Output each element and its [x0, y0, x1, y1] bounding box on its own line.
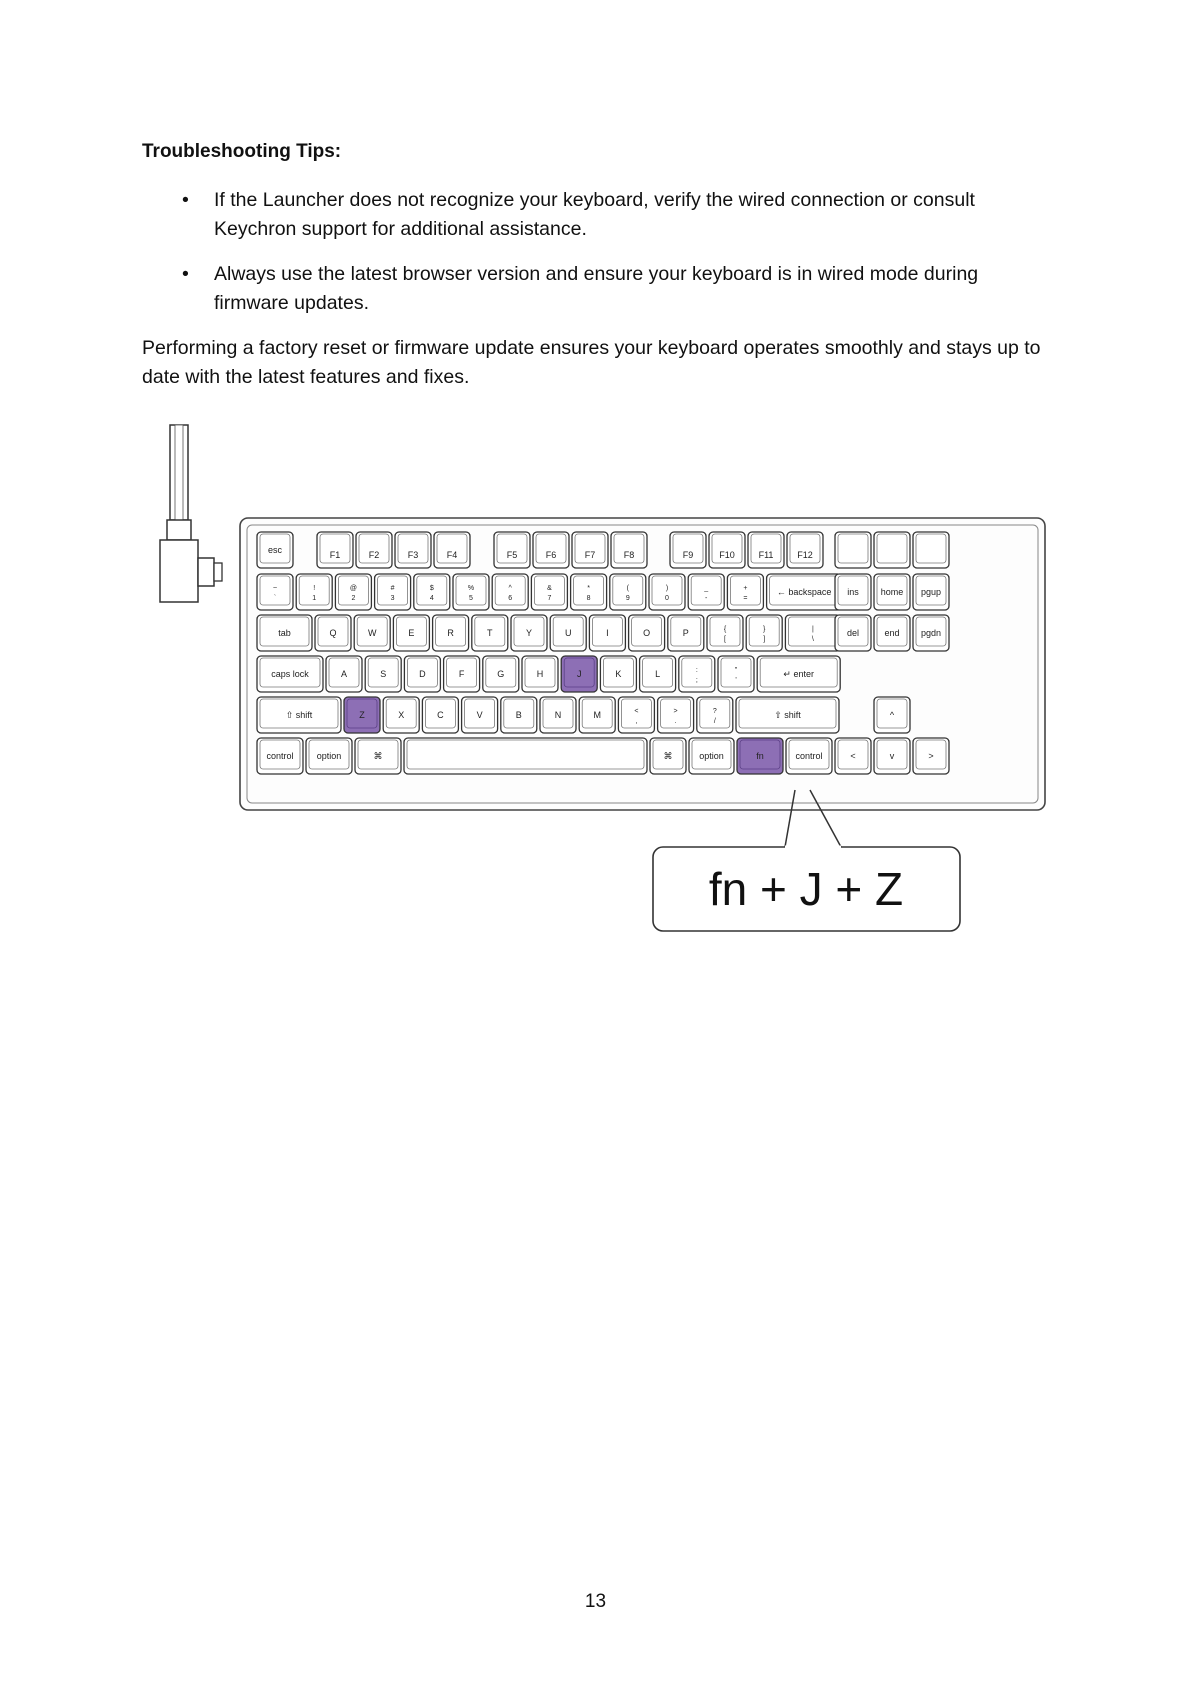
key-legend: esc — [267, 545, 283, 555]
key-num — [453, 574, 489, 610]
usb-cable-icon — [160, 425, 222, 602]
key-legend: F2 — [368, 550, 380, 560]
key-legend: F1 — [329, 550, 341, 560]
key-arrow — [874, 738, 910, 774]
key-legend: fn — [756, 751, 764, 761]
key-legend: F11 — [758, 550, 774, 560]
key-legend-top: " — [734, 667, 738, 674]
key-legend: I — [606, 628, 609, 638]
key-y — [511, 615, 547, 651]
key-home — [874, 574, 910, 610]
callout-text: fn + J + Z — [708, 863, 904, 915]
key-legend-top: + — [743, 585, 748, 592]
key-legend: 3 — [390, 595, 395, 602]
key-punct — [658, 697, 694, 733]
key-backspace — [767, 574, 842, 610]
key-legend-top: $ — [429, 585, 434, 592]
key-j — [561, 656, 597, 692]
key-legend: C — [437, 710, 444, 720]
key-f6 — [533, 532, 569, 568]
key-legend: . — [674, 718, 677, 725]
key-num — [375, 574, 411, 610]
key-legend: R — [447, 628, 454, 638]
key-pgdn — [913, 615, 949, 651]
key-num — [296, 574, 332, 610]
key-legend: , — [635, 718, 638, 725]
key-legend: ← backspace — [776, 587, 832, 597]
key-legend: J — [576, 669, 582, 679]
key-legend: H — [536, 669, 544, 679]
key-right-control — [786, 738, 832, 774]
key-legend: option — [699, 751, 724, 761]
key-f2 — [356, 532, 392, 568]
key-num — [531, 574, 567, 610]
key-legend: tab — [278, 628, 291, 638]
key-legend: B — [515, 710, 522, 720]
key-f8 — [611, 532, 647, 568]
key-left-control — [257, 738, 303, 774]
key-legend: > — [928, 751, 934, 761]
key-right-shift — [736, 697, 839, 733]
key-legend: ins — [847, 587, 859, 597]
key-extra — [874, 532, 910, 568]
key-legend-top: _ — [704, 585, 709, 592]
keyboard-illustration — [155, 420, 1055, 940]
key-legend: \ — [811, 636, 814, 643]
tip-text: If the Launcher does not recognize your keyboard, verify the wired connection or consult Keychron support for additional assistance. — [214, 189, 975, 240]
key-num — [414, 574, 450, 610]
key-legend: V — [476, 710, 483, 720]
key-legend: end — [884, 628, 900, 638]
key-legend: ↵ enter — [783, 669, 814, 679]
key-d — [404, 656, 440, 692]
key-legend: N — [554, 710, 562, 720]
key-legend-top: @ — [349, 585, 357, 592]
key-pgup — [913, 574, 949, 610]
key-legend: v — [889, 751, 895, 761]
key-legend: F9 — [682, 550, 694, 560]
key-i — [589, 615, 625, 651]
key-caps-lock — [257, 656, 323, 692]
key-legend: ' — [735, 677, 737, 684]
key-legend-top: ~ — [272, 585, 278, 592]
key-space — [404, 738, 647, 774]
key-q — [315, 615, 351, 651]
key-arrow — [913, 738, 949, 774]
key-punct — [618, 697, 654, 733]
key-a — [326, 656, 362, 692]
key-legend: control — [266, 751, 294, 761]
key-legend: 9 — [625, 595, 630, 602]
key-arrow — [835, 738, 871, 774]
key-right-cmd — [650, 738, 686, 774]
key-k — [600, 656, 636, 692]
key-legend: F — [458, 669, 465, 679]
key-m — [579, 697, 615, 733]
key-legend-top: ? — [712, 708, 717, 715]
key-right-option — [689, 738, 734, 774]
key-legend: ] — [763, 636, 766, 643]
key-legend-top: ! — [313, 585, 316, 592]
key-g — [483, 656, 519, 692]
key-legend: L — [655, 669, 661, 679]
key-h — [522, 656, 558, 692]
key-w — [354, 615, 390, 651]
key-b — [501, 697, 537, 733]
key-o — [629, 615, 665, 651]
keyboard-figure — [155, 420, 1055, 945]
key-legend: F3 — [407, 550, 419, 560]
key-p — [668, 615, 704, 651]
key-fn — [737, 738, 783, 774]
key-legend: 6 — [508, 595, 513, 602]
key-c — [422, 697, 458, 733]
key-num — [492, 574, 528, 610]
key-num — [571, 574, 607, 610]
key-legend: M — [593, 710, 601, 720]
key-legend: K — [615, 669, 622, 679]
key-legend: pgup — [920, 587, 942, 597]
key-legend: 4 — [429, 595, 434, 602]
key-punct — [718, 656, 754, 692]
key-legend: ⌘ — [663, 751, 673, 761]
key-legend: 2 — [351, 595, 356, 602]
key-legend: = — [743, 595, 748, 602]
key-legend: F6 — [545, 550, 557, 560]
list-item — [142, 260, 1042, 318]
tips-list — [142, 186, 1042, 334]
key-legend: home — [880, 587, 904, 597]
key-t — [472, 615, 508, 651]
key-s — [365, 656, 401, 692]
key-x — [383, 697, 419, 733]
key-legend: F8 — [623, 550, 635, 560]
key-legend-top: { — [723, 626, 727, 633]
key-legend: caps lock — [271, 669, 309, 679]
key-extra — [835, 532, 871, 568]
key-legend: Q — [329, 628, 337, 638]
key-f7 — [572, 532, 608, 568]
key-legend: U — [564, 628, 572, 638]
key-legend-top: ( — [626, 585, 629, 592]
key-u — [550, 615, 586, 651]
key-legend: ⇧ shift — [774, 710, 801, 720]
key-legend: 8 — [586, 595, 591, 602]
key-legend: ; — [695, 677, 698, 684]
key-legend: Z — [359, 710, 365, 720]
key-e — [393, 615, 429, 651]
key-legend: ⇧ shift — [285, 710, 313, 720]
key-ins — [835, 574, 871, 610]
key-legend-top: % — [467, 585, 475, 592]
key-legend: F7 — [584, 550, 596, 560]
key-end — [874, 615, 910, 651]
key-left-cmd — [355, 738, 401, 774]
key-legend: 5 — [469, 595, 473, 602]
key-legend: ` — [273, 595, 277, 602]
key-bracket — [707, 615, 743, 651]
key-legend: pgdn — [920, 628, 942, 638]
key-legend: F12 — [797, 550, 813, 560]
key-legend: 7 — [547, 595, 552, 602]
tip-text: Always use the latest browser version and ensure your keyboard is in wired mode during firmware updates. — [214, 263, 979, 314]
key-r — [433, 615, 469, 651]
page-number: 13 — [584, 1591, 607, 1612]
key-legend: control — [795, 751, 823, 761]
key-legend: D — [419, 669, 426, 679]
key-num — [688, 574, 724, 610]
list-item — [142, 186, 1042, 244]
key-legend: < — [850, 751, 856, 761]
key-l — [640, 656, 676, 692]
key-legend: 0 — [665, 595, 669, 602]
key-legend: S — [380, 669, 387, 679]
key-legend: - — [705, 595, 708, 602]
key-legend-top: : — [695, 667, 698, 674]
key-legend: F5 — [506, 550, 518, 560]
key-f11 — [748, 532, 784, 568]
key-f — [444, 656, 480, 692]
key-legend: ^ — [889, 710, 895, 720]
key-legend-top: ^ — [508, 585, 512, 592]
key-left-shift — [257, 697, 341, 733]
key-extra — [913, 532, 949, 568]
key-z — [344, 697, 380, 733]
key-legend-top: > — [673, 708, 678, 715]
key-legend: W — [367, 628, 377, 638]
key-f9 — [670, 532, 706, 568]
key-legend: P — [682, 628, 689, 638]
key-bracket — [785, 615, 840, 651]
key-legend-top: # — [390, 585, 395, 592]
key-legend: del — [846, 628, 860, 638]
key-esc — [257, 532, 293, 568]
section-heading: Troubleshooting Tips: — [142, 141, 342, 162]
summary-paragraph: Performing a factory reset or firmware update ensures your keyboard operates smoothly and stays up to date with the latest features and fixes. — [142, 337, 1041, 388]
key-legend-top: * — [587, 585, 590, 592]
key-legend: G — [497, 669, 505, 679]
bullet-icon: • — [182, 263, 189, 285]
key-f5 — [494, 532, 530, 568]
key-num — [649, 574, 685, 610]
key-combo-callout — [653, 790, 960, 931]
key-legend-top: < — [634, 708, 639, 715]
key-f4 — [434, 532, 470, 568]
key-legend-top: & — [547, 585, 552, 592]
key-legend: ⌘ — [373, 751, 383, 761]
key-legend: Y — [525, 628, 533, 638]
key-legend-top: } — [763, 626, 766, 633]
key-v — [462, 697, 498, 733]
key-tab — [257, 615, 312, 651]
key-n — [540, 697, 576, 733]
key-legend: F4 — [446, 550, 458, 560]
key-legend-top: | — [811, 626, 814, 633]
key-num — [257, 574, 293, 610]
key-legend: O — [643, 628, 651, 638]
key-left-option — [306, 738, 352, 774]
key-num — [727, 574, 763, 610]
key-bracket — [746, 615, 782, 651]
key-enter — [757, 656, 840, 692]
key-legend: E — [408, 628, 415, 638]
key-punct — [679, 656, 715, 692]
key-punct — [697, 697, 733, 733]
key-legend: F10 — [719, 550, 735, 560]
key-legend: / — [713, 718, 716, 725]
key-f12 — [787, 532, 823, 568]
key-legend: option — [316, 751, 342, 761]
key-legend: A — [340, 669, 348, 679]
key-legend: 1 — [312, 595, 317, 602]
bullet-icon: • — [182, 189, 189, 211]
key-f1 — [317, 532, 353, 568]
key-legend: X — [398, 710, 405, 720]
key-legend-top: ) — [665, 585, 669, 592]
key-f10 — [709, 532, 745, 568]
key-f3 — [395, 532, 431, 568]
key-legend: [ — [724, 636, 726, 643]
key-num — [335, 574, 371, 610]
key-legend: T — [487, 628, 493, 638]
key-up — [874, 697, 910, 733]
key-num — [610, 574, 646, 610]
key-del — [835, 615, 871, 651]
